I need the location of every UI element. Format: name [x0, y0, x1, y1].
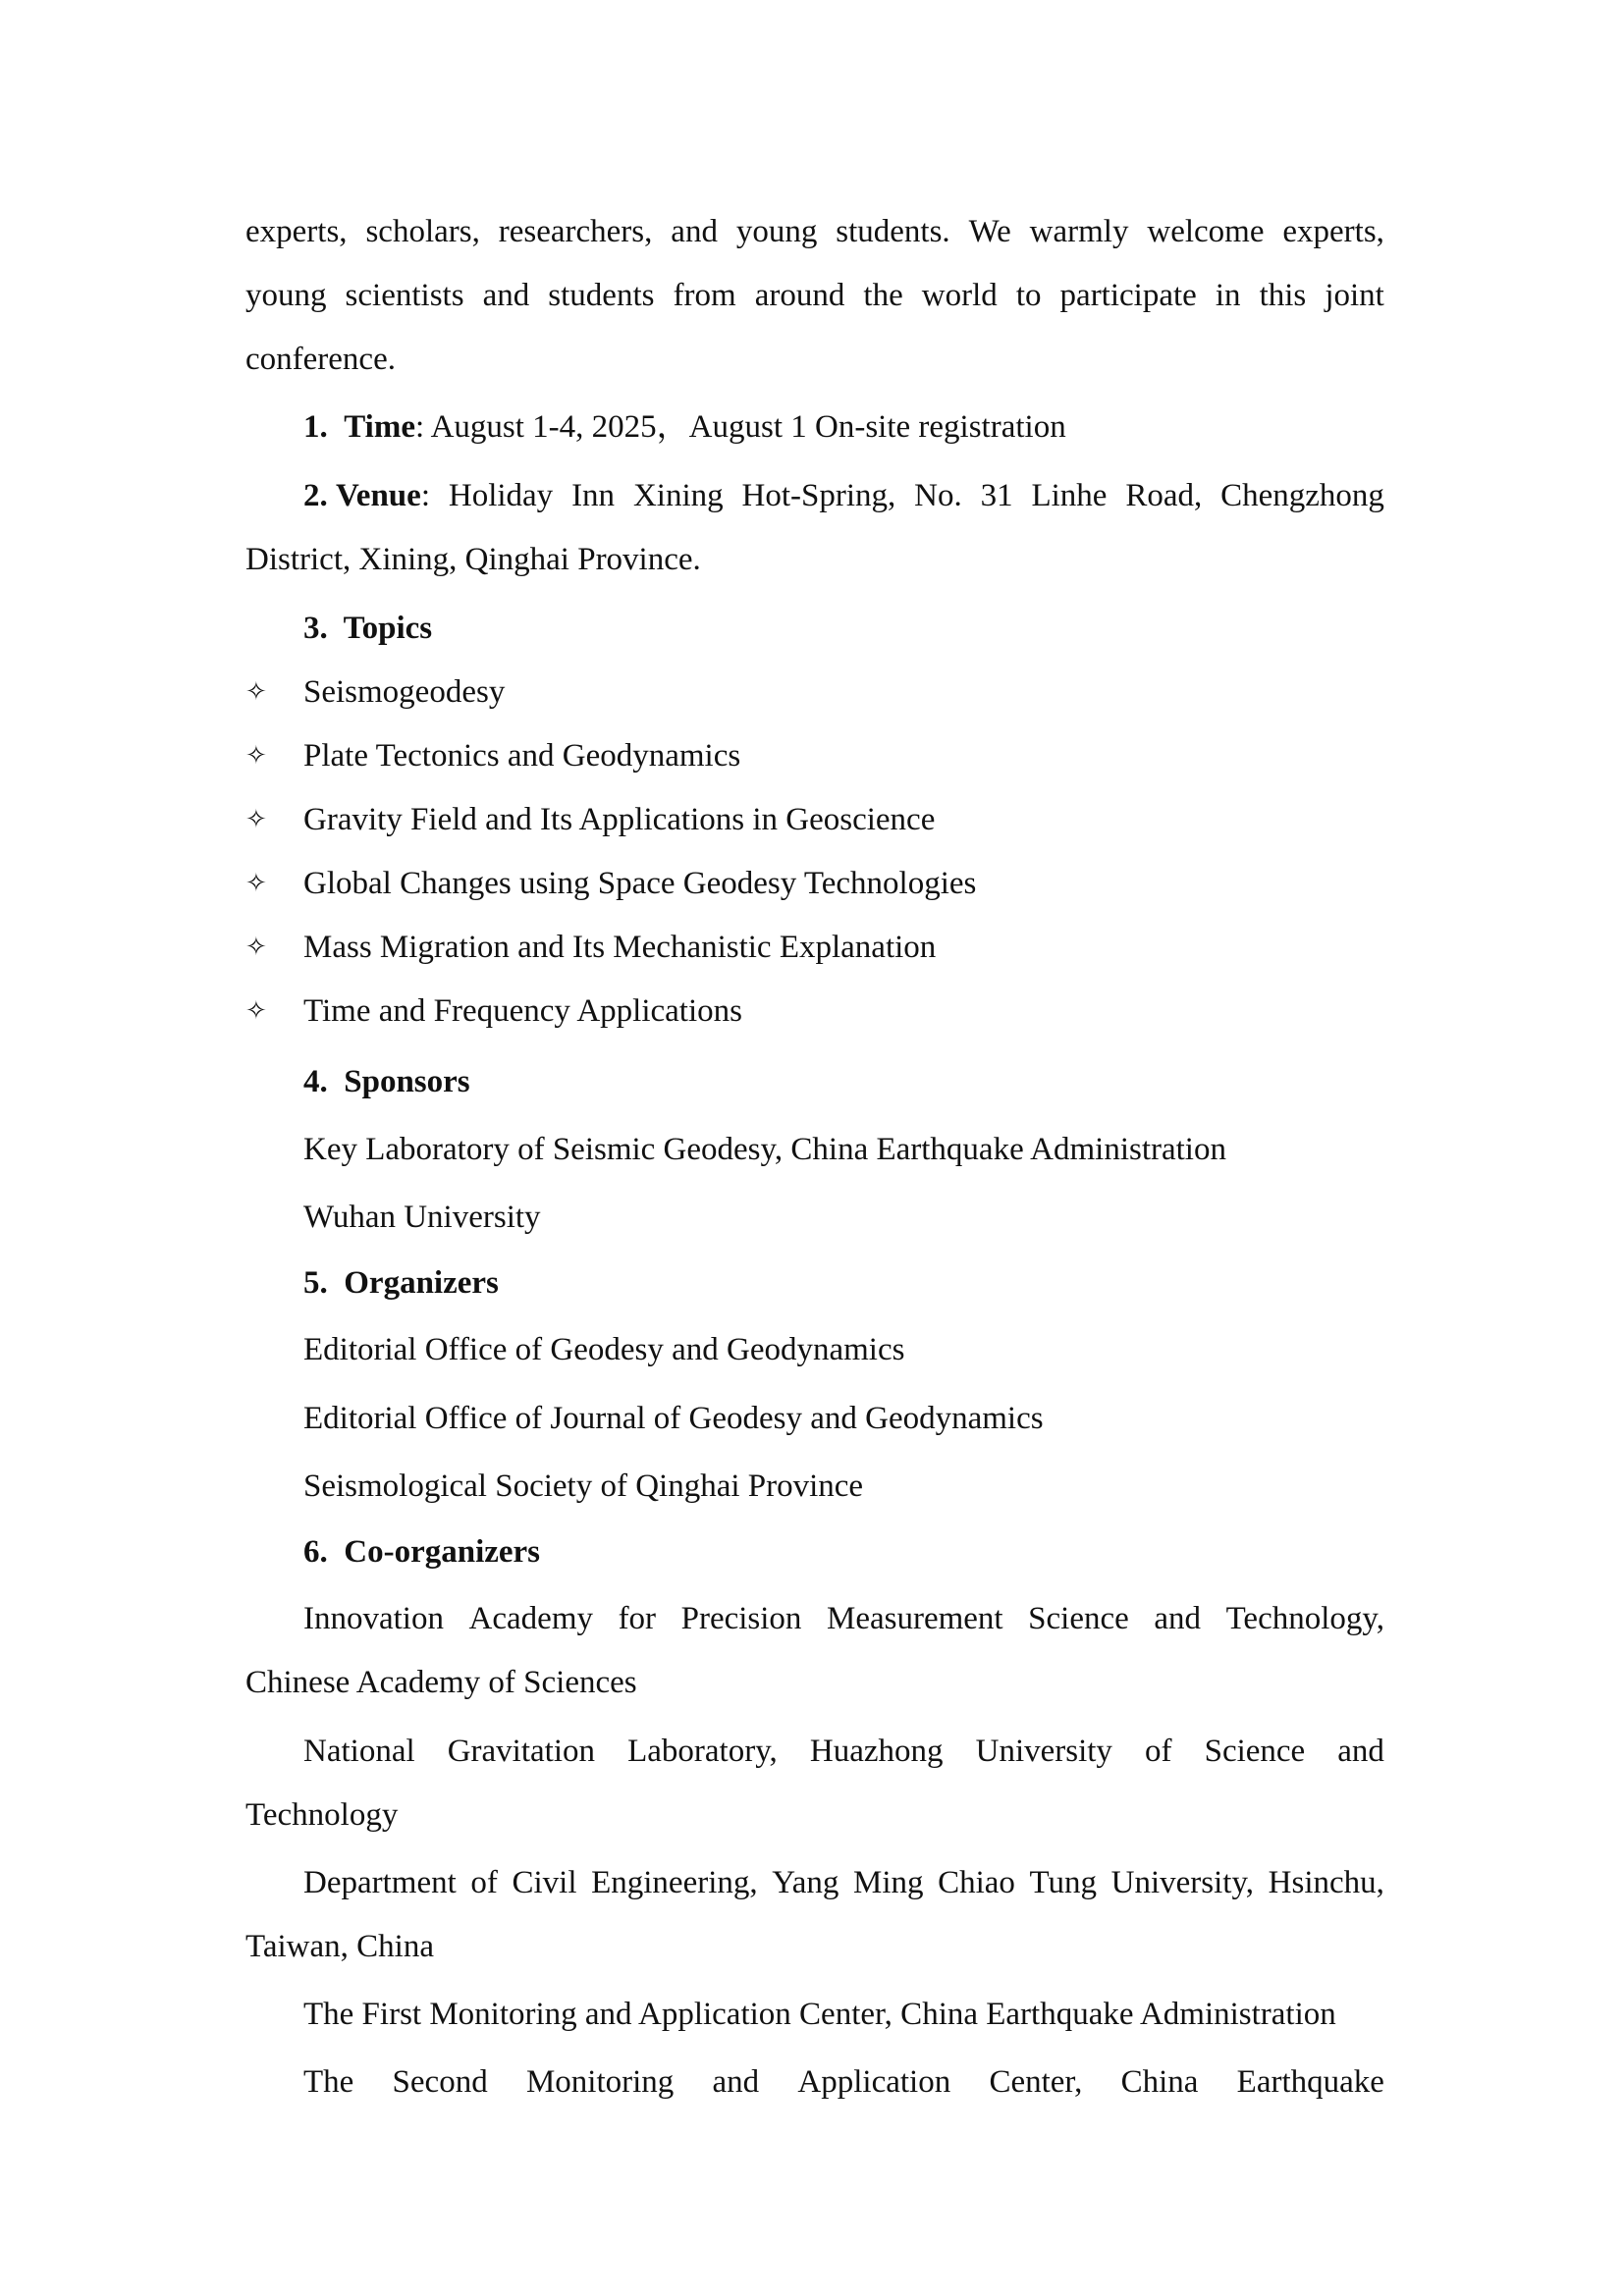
word: Precision [680, 1601, 802, 1636]
word: The [303, 2064, 354, 2100]
coorganizer-item-2-line-1 [303, 1732, 1384, 1771]
word: 31 [980, 478, 1013, 513]
word: 2. Venue: [303, 478, 430, 513]
word: experts, [245, 214, 348, 249]
word: Science [1028, 1601, 1129, 1636]
topic-item: Gravity Field and Its Applications in Geoscience [303, 802, 936, 837]
coorganizer-item-1-line-1 [303, 1599, 1384, 1638]
bullet-star-icon: ✧ [245, 933, 267, 962]
word: Science [1204, 1734, 1306, 1769]
word: scientists [345, 278, 464, 313]
coorganizer-item-5-line-1 [303, 2062, 1384, 2102]
topics-number: 3. [303, 611, 328, 646]
word: world [921, 278, 998, 313]
word: welcome [1147, 214, 1265, 249]
venue-label: Venue [336, 478, 421, 513]
time-number: 1. [303, 409, 328, 445]
sponsor-item: Key Laboratory of Seismic Geodesy, China Earthquake Administration [303, 1132, 1226, 1167]
sponsors-title: Sponsors [344, 1064, 470, 1099]
word: Second [392, 2064, 488, 2100]
word: Huazhong [809, 1734, 944, 1769]
word: Chiao [938, 1865, 1015, 1900]
word: young [245, 278, 327, 313]
bullet-star-icon: ✧ [245, 677, 267, 707]
bullet-star-icon: ✧ [245, 996, 267, 1026]
word: of [470, 1865, 498, 1900]
word: Hsinchu, [1268, 1865, 1384, 1900]
organizers-title: Organizers [344, 1265, 499, 1301]
word: Innovation [303, 1601, 444, 1636]
word: Gravitation [447, 1734, 596, 1769]
organizer-item: Seismological Society of Qinghai Province [303, 1468, 864, 1504]
word: around [754, 278, 845, 313]
time-item [303, 407, 1066, 447]
word: Civil [512, 1865, 577, 1900]
word: University [975, 1734, 1112, 1769]
coorganizer-item-3-line-1 [303, 1863, 1384, 1902]
word: We [968, 214, 1011, 249]
venue-line-2: District, Xining, Qinghai Province. [245, 542, 701, 577]
word: Laboratory, [627, 1734, 778, 1769]
word: Holiday [448, 478, 554, 513]
intro-line-1 [245, 212, 1384, 251]
word: Application [797, 2064, 951, 2100]
word: Measurement [827, 1601, 1003, 1636]
organizer-item: Editorial Office of Journal of Geodesy and Geodynamics [303, 1401, 1044, 1436]
topics-heading [303, 609, 432, 648]
word: experts, [1282, 214, 1384, 249]
coorganizer-item-4: The First Monitoring and Application Center, China Earthquake Administration [303, 1997, 1336, 2032]
coorganizer-item-2-line-2: Technology [245, 1797, 399, 1833]
word: Monitoring [525, 2064, 675, 2100]
organizers-heading [303, 1263, 499, 1303]
word: students [548, 278, 655, 313]
word: Road, [1125, 478, 1203, 513]
word: Tung [1029, 1865, 1098, 1900]
word: and [671, 214, 718, 249]
word: and [1337, 1734, 1384, 1769]
word: participate [1059, 278, 1197, 313]
venue-number: 2. [303, 478, 336, 513]
word: Ming [853, 1865, 924, 1900]
word: Xining [632, 478, 724, 513]
coorganizer-item-3-line-2: Taiwan, China [245, 1929, 434, 1964]
bullet-star-icon: ✧ [245, 741, 267, 771]
word: Academy [468, 1601, 593, 1636]
bullet-star-icon: ✧ [245, 805, 267, 834]
organizer-item: Editorial Office of Geodesy and Geodynamics [303, 1332, 905, 1367]
topic-item: Time and Frequency Applications [303, 993, 742, 1029]
word: Linhe [1031, 478, 1108, 513]
organizers-number: 5. [303, 1265, 328, 1301]
sponsors-number: 4. [303, 1064, 328, 1099]
word: Earthquake [1236, 2064, 1384, 2100]
word: Center, [989, 2064, 1083, 2100]
word: No. [914, 478, 962, 513]
word: and [482, 278, 530, 313]
coorganizer-item-1-line-2: Chinese Academy of Sciences [245, 1665, 637, 1700]
intro-line-3: conference. [245, 342, 396, 377]
venue-line-1 [303, 476, 1384, 515]
word: and [1154, 1601, 1201, 1636]
word: scholars, [365, 214, 480, 249]
word: the [863, 278, 903, 313]
word: Department [303, 1865, 457, 1900]
topic-item: Plate Tectonics and Geodynamics [303, 738, 741, 774]
word: this [1259, 278, 1307, 313]
word: in [1215, 278, 1241, 313]
word: for [618, 1601, 657, 1636]
word: University, [1110, 1865, 1255, 1900]
coorganizers-number: 6. [303, 1534, 328, 1570]
time-label: Time [344, 409, 415, 445]
word: Hot-Spring, [741, 478, 896, 513]
word: China [1120, 2064, 1199, 2100]
topic-item: Seismogeodesy [303, 674, 506, 710]
sponsor-item: Wuhan University [303, 1200, 541, 1235]
word: to [1015, 278, 1042, 313]
word: joint [1325, 278, 1384, 313]
topic-item: Global Changes using Space Geodesy Technologies [303, 866, 977, 901]
word: warmly [1029, 214, 1129, 249]
word: students. [836, 214, 950, 249]
intro-line-2 [245, 276, 1384, 315]
word: researchers, [498, 214, 653, 249]
sponsors-heading [303, 1062, 470, 1101]
time-text: : August 1-4, 2025，August 1 On-site registration [414, 409, 1066, 445]
word: Technology, [1225, 1601, 1384, 1636]
word: from [673, 278, 736, 313]
coorganizers-heading [303, 1532, 540, 1572]
coorganizers-title: Co-organizers [344, 1534, 541, 1570]
bullet-star-icon: ✧ [245, 869, 267, 898]
word: and [712, 2064, 760, 2100]
topics-title: Topics [343, 611, 433, 646]
word: Engineering, [591, 1865, 758, 1900]
word: Yang [772, 1865, 839, 1900]
word: young [735, 214, 818, 249]
word: National [303, 1734, 415, 1769]
word: of [1145, 1734, 1172, 1769]
word: Chengzhong [1220, 478, 1384, 513]
topic-item: Mass Migration and Its Mechanistic Explanation [303, 930, 937, 965]
word: Inn [571, 478, 616, 513]
